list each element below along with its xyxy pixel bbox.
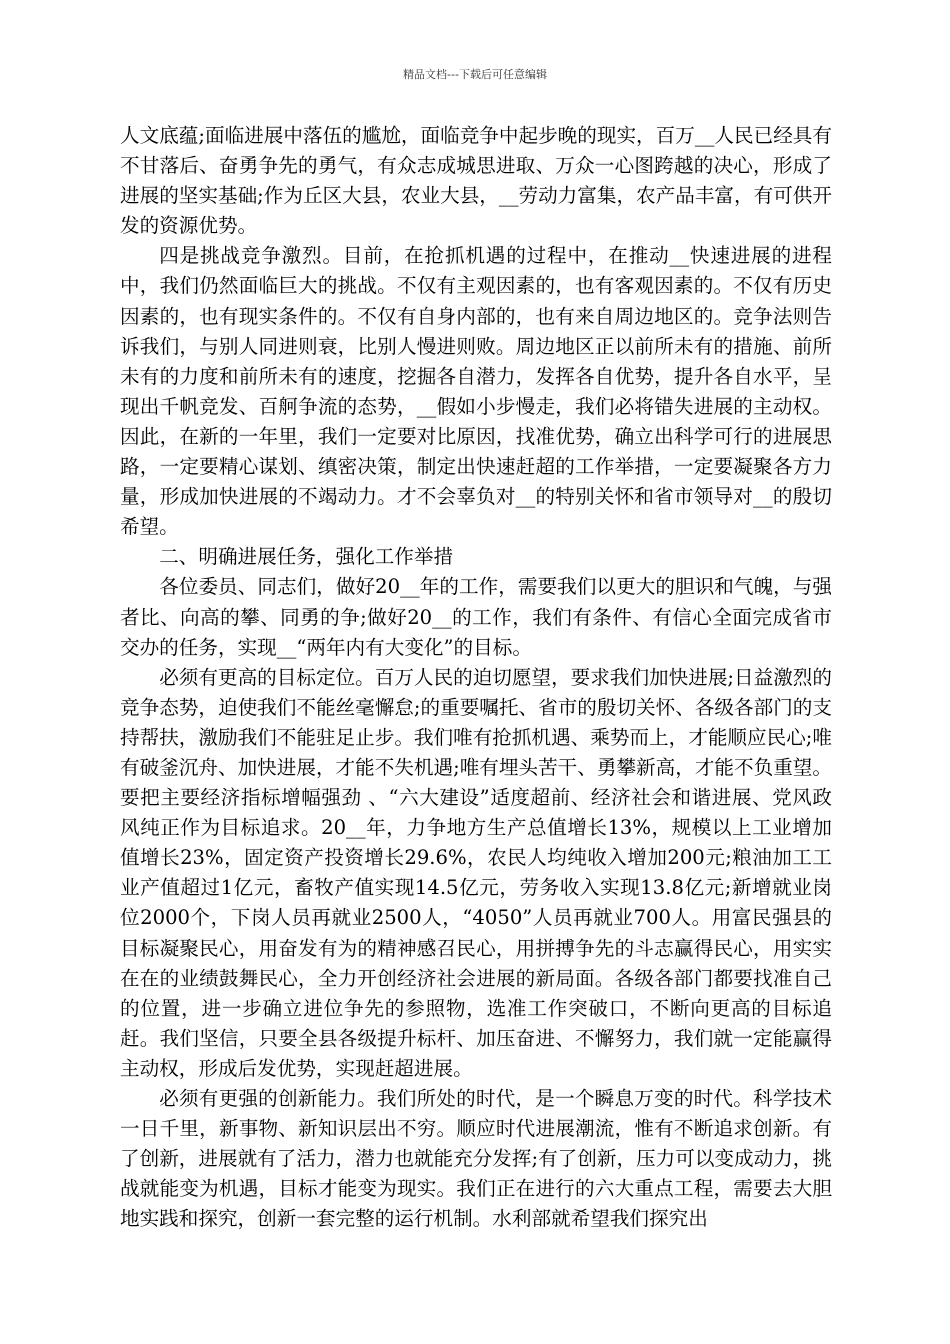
paragraph-5: 必须有更强的创新能力。我们所处的时代，是一个瞬息万变的时代。科学技术一日千里，新事物、新知识层出不穷。顺应时代进展潮流，惟有不断追求创新。有了创新，进展就有了活力，潜力也就能充分发挥;有了创新，压力可以变成动力，挑战就能变为机遇，目标才能变为现实。我们正在进行的六大重点工程，需要去大胆地实践和探究，创新一套完整的运行机制。水利部就希望我们探究出: [120, 1087, 832, 1231]
paragraph-4: 必须有更高的目标定位。百万人民的迫切愿望，要求我们加快进展;日益激烈的竞争态势，迫使我们不能丝毫懈怠;的重要嘱托、省市的殷切关怀、各级各部门的支持帮扶，激励我们不能驻足止步。我们唯有抢抓机遇、乘势而上，才能顺应民心;唯有破釜沉舟、加快进展，才能不失机遇;唯有埋头苦干、勇攀新高，才能不负重望。要把主要经济指标增幅强劲 、“六大建设”适度超前、经济社会和谐进展、党风政风纯正作为目标追求。20__年，力争地方生产总值增长13%，规模以上工业增加值增长23%，固定资产投资增长29.6%，农民人均纯收入增加200元;粮油加工工业产值超过1亿元，畜牧产值实现14.5亿元，劳务收入实现13.8亿元;新增就业岗位2000个，下岗人员再就业2500人，“4050”人员再就业700人。用富民强县的目标凝聚民心，用奋发有为的精神感召民心，用拼搏争先的斗志赢得民心，用实实在在的业绩鼓舞民心，全力开创经济社会进展的新局面。各级各部门都要找准自己的位置，进一步确立进位争先的参照物，选准工作突破口，不断向更高的目标追赶。我们坚信，只要全县各级提升标杆、加压奋进、不懈努力，我们就一定能赢得主动权，形成后发优势，实现赶超进展。: [120, 665, 832, 1080]
paragraph-3: 各位委员、同志们，做好20__年的工作，需要我们以更大的胆识和气魄，与强者比、向高的攀、同勇的争;做好20__的工作，我们有条件、有信心全面完成省市交办的任务，实现__“两年内有大变化”的目标。: [120, 575, 832, 659]
document-body: [120, 121, 832, 1234]
section-heading: 二、明确进展任务，强化工作举措: [159, 545, 454, 569]
page-header: 精品文档---下载后可任意编辑: [403, 68, 547, 81]
paragraph-1: 人文底蕴;面临进展中落伍的尴尬，面临竞争中起步晚的现实，百万__人民已经具有不甘落后、奋勇争先的勇气，有众志成城思进取、万众一心图跨越的决心，形成了进展的坚实基础;作为丘区大县，农业大县，__劳动力富集，农产品丰富，有可供开发的资源优势。: [120, 124, 832, 238]
paragraph-2: 四是挑战竞争激烈。目前，在抢抓机遇的过程中，在推动__快速进展的进程中，我们仍然面临巨大的挑战。不仅有主观因素的，也有客观因素的。不仅有历史因素的，也有现实条件的。不仅有自身内部的，也有来自周边地区的。竞争法则告诉我们，与别人同进则衰，比别人慢进则败。周边地区正以前所未有的措施、前所未有的力度和前所未有的速度，挖掘各自潜力，发挥各自优势，提升各自水平，呈现出千帆竞发、百舸争流的态势，__假如小步慢走，我们必将错失进展的主动权。因此，在新的一年里，我们一定要对比原因，找准优势，确立出科学可行的进展思路，一定要精心谋划、缜密决策，制定出快速赶超的工作举措，一定要凝聚各方力量，形成加快进展的不竭动力。才不会辜负对__的特别关怀和省市领导对__的殷切希望。: [120, 244, 832, 539]
